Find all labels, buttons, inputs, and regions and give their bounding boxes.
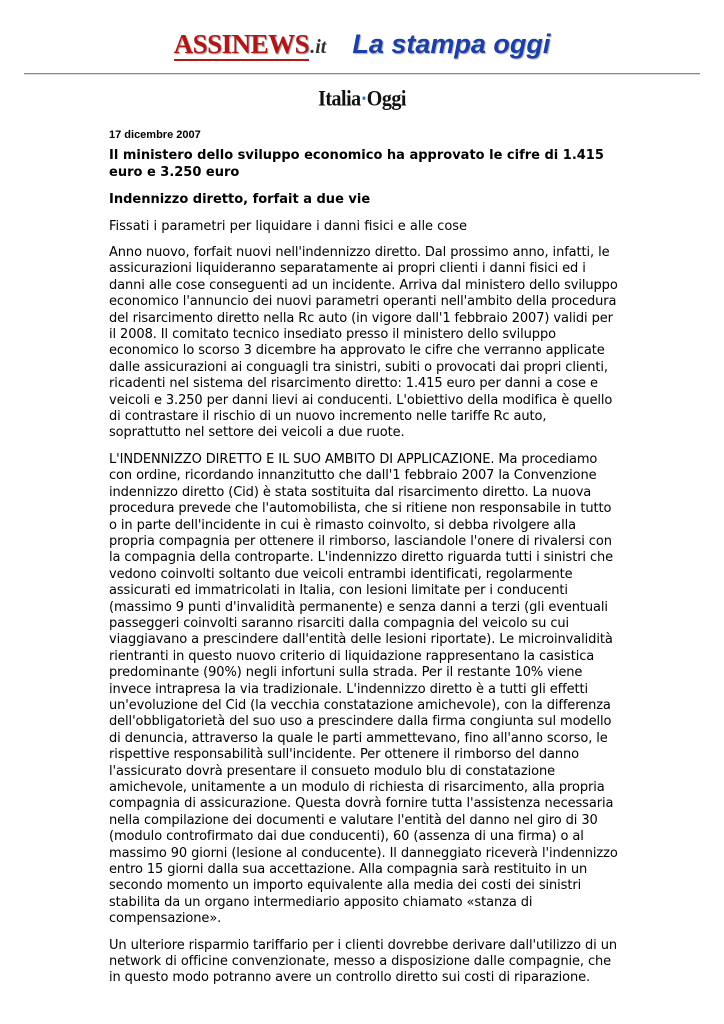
- article-paragraph: Un ulteriore risparmio tariffario per i clienti dovrebbe derivare dall'utilizzo di un network di officine convenzionate, messo a disposizione dalle compagnie, che in questo modo potranno avere un controllo diretto sui costi di riparazione.: [109, 937, 618, 986]
- logo-right: Oggi: [366, 86, 406, 112]
- header-divider: [24, 73, 700, 75]
- article-lead: Fissati i parametri per liquidare i danni fisici e alle cose: [109, 219, 468, 234]
- italiaoggi-logo: [0, 88, 724, 111]
- assinews-logo[interactable]: [174, 29, 327, 59]
- article-headline: Il ministero dello sviluppo economico ha approvato le cifre di 1.415 euro e 3.250 euro: [109, 148, 604, 180]
- article-date: 17 dicembre 2007: [109, 129, 201, 141]
- logo-dot: ·: [360, 86, 367, 112]
- logo-left: Italia: [318, 86, 361, 112]
- tagline: La stampa oggi: [352, 28, 551, 59]
- masthead: [0, 22, 724, 66]
- article-subhead: Indennizzo diretto, forfait a due vie: [109, 192, 371, 207]
- article-paragraph: Anno nuovo, forfait nuovi nell'indennizzo diretto. Dal prossimo anno, infatti, le assicurazioni liquideranno separatamente ai propri clienti i danni fisici ed i danni alle cose conseguenti ad un incidente. Arriva dal ministero dello sviluppo economico l'annuncio dei nuovi parametri operanti nell'ambito della procedura del risarcimento diretto nella Rc auto (in vigore dall'1 febbraio 2007) validi per il 2008. Il comitato tecnico insediato presso il ministero dello sviluppo economico lo scorso 3 dicembre ha approvato le cifre che verranno applicate dalle assicurazioni ai conguagli tra sinistri, subiti o provocati dai propri clienti, ricadenti nel sistema del risarcimento diretto: 1.415 euro per danni a cose e veicoli e 3.250 per danni lievi ai conducenti. L'obiettivo della modifica è quello di contrastare il rischio di un nuovo incremento nelle tariffe Rc auto, soprattutto nel settore dei veicoli a due ruote.: [109, 245, 618, 441]
- article: [109, 128, 621, 997]
- brand-suffix: .it: [310, 36, 327, 58]
- brand-name: ASSINEWS: [173, 29, 310, 59]
- article-paragraph: L'INDENNIZZO DIRETTO E IL SUO AMBITO DI APPLICAZIONE. Ma procediamo con ordine, ricordando innanzitutto che dall'1 febbraio 2007 la Convenzione indennizzo diretto (Cid) è stata sostituita dal risarcimento diretto. La nuova procedura prevede che l'automobilista, che si ritiene non responsabile in tutto o in parte dell'incidente in cui è rimasto coinvolto, si debba rivolgere alla propria compagnia per ottenere il rimborso, lasciandole l'onere di rivalersi con la compagnia della controparte. L'indennizzo diretto riguarda tutti i sinistri che vedono coinvolti soltanto due veicoli entrambi identificati, regolarmente assicurati ed immatricolati in Italia, con lesioni limitate per i conducenti (massimo 9 punti d'invalidità permanente) e senza danni a terzi (gli eventuali passeggeri coinvolti saranno risarciti dalla compagnia del veicolo su cui viaggiavano a prescindere dall'entità delle lesioni riportate). Le microinvalidità rientranti in questo nuovo criterio di liquidazione rappresentano la casistica predominante (90%) negli infortuni sulla strada. Per il restante 10% viene invece intrapresa la via tradizionale. L'indennizzo diretto è a tutti gli effetti un'evoluzione del Cid (la vecchia constatazione amichevole), con la differenza dell'obbligatorietà del suo uso a prescindere dalla firma congiunta sul modello di denuncia, attraverso la quale le parti ammettevano, fino all'anno scorso, le rispettive responsabilità sull'incidente. Per ottenere il rimborso del danno l'assicurato dovrà presentare il consueto modulo blu di constatazione amichevole, unitamente a un modulo di richiesta di risarcimento, alla propria compagnia di assicurazione. Questa dovrà fornire tutta l'assistenza necessaria nella compilazione dei documenti e valutare l'entità del danno nel giro di 30 (modulo controfirmato dai due conducenti), 60 (assenza di una firma) o al massimo 90 giorni (lesione al conducente). Il danneggiato riceverà l'indennizzo entro 15 giorni dalla sua accettazione. Alla compagnia sarà restituito in un secondo momento un importo equivalente alla media dei costi dei sinistri stabilita da un organo intermediario apposito chiamato «stanza di compensazione».: [109, 451, 618, 927]
